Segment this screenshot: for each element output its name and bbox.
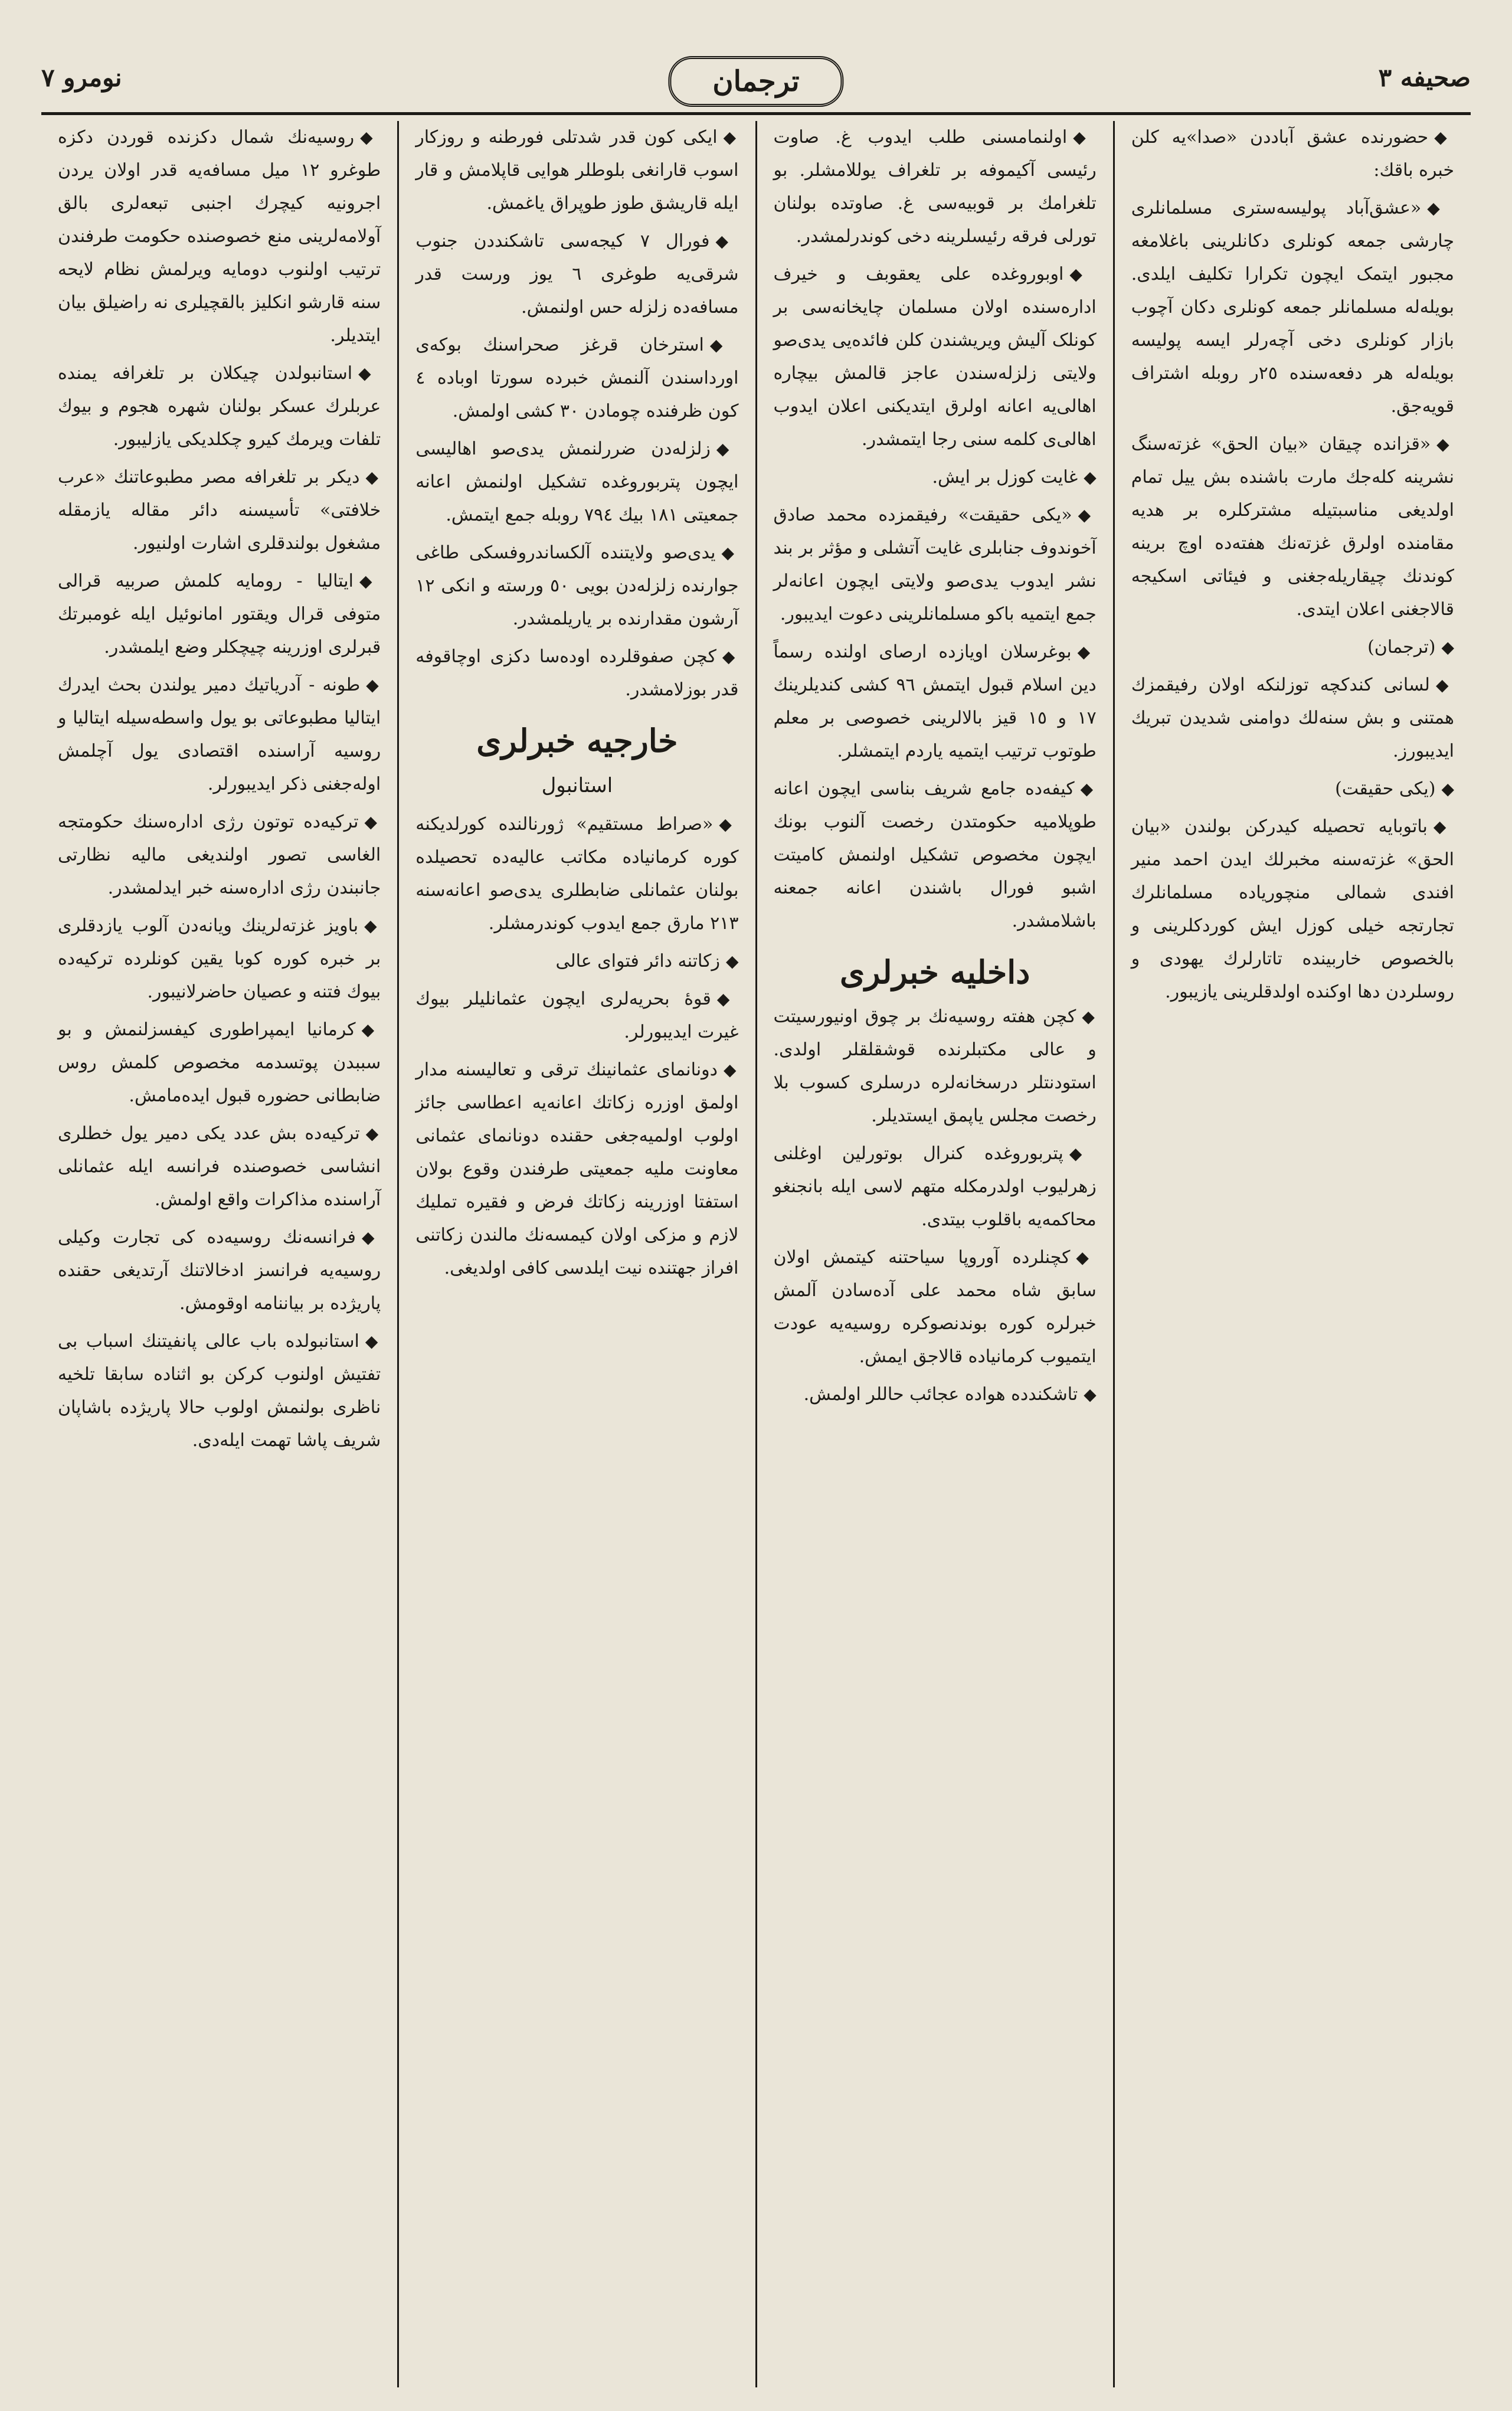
diamond-bullet-icon: ◆: [1441, 779, 1454, 799]
news-item: [774, 1241, 1097, 1373]
news-item: [58, 910, 381, 1009]
news-item: [58, 1117, 381, 1216]
news-item-text: ترکیه‌ده بش عدد یکی دمیر یول خطلری انشاسی خصوصنده فرانسه ایله عثمانلی آراسنده مذاکرات واقع اولمش.: [58, 1123, 381, 1210]
column-4: [41, 121, 397, 2387]
news-item-text: پتربوروغده کنرال بوتورلین اوغلنی زهرلیوب اولدرمکله متهم لاسی ایله بانجنغو محاکمه‌یه باقلوب بیتدی.: [773, 1143, 1097, 1230]
news-item-text: غایت کوزل بر ایش.: [932, 467, 1078, 488]
news-item: [774, 258, 1097, 456]
news-item: [58, 461, 381, 560]
news-item: [1131, 631, 1454, 664]
news-item-text: لسانی کندکچه توزلنکه اولان رفیقمزك همتنی و بش سنه‌لك دوامنی شدیدن تبریك ایدیبورز.: [1131, 675, 1454, 761]
diamond-bullet-icon: ◆: [359, 571, 381, 591]
news-item-text: اولنمامسنی طلب ایدوب غ. صاوت رئیسی آکیموفه بر تلغراف یوللامشلر. بو تلغرامك بر قوبیه‌سی غ. صاوتده بولنان تورلی فرقه رئیسلرینه دخی کوندرلمشدر.: [773, 127, 1097, 247]
column-2-items: [774, 121, 1097, 938]
diamond-bullet-icon: ◆: [364, 916, 381, 935]
diamond-bullet-icon: ◆: [715, 231, 739, 251]
diamond-bullet-icon: ◆: [721, 543, 739, 562]
news-item: [58, 357, 381, 456]
news-item: [774, 1137, 1097, 1236]
news-item: [58, 121, 381, 352]
news-item-text: یدی‌صو ولایتنده آلکساندروفسکی طاغی جوارنده زلزله‌دن بویی ٥٠ ورسته و انکی ١٢ آرشون مقدارنده بر یاریلمشدر.: [415, 542, 739, 629]
news-item: [415, 640, 738, 706]
diamond-bullet-icon: ◆: [716, 439, 739, 459]
section-title-domestic: داخلیه خبرلری: [839, 953, 1030, 991]
header-rule: [41, 112, 1471, 115]
diamond-bullet-icon: ◆: [1441, 637, 1454, 657]
diamond-bullet-icon: ◆: [1076, 1248, 1097, 1267]
news-item-text: حضورنده عشق آباددن «صدا»یه کلن خبره باقك:: [1131, 127, 1454, 181]
diamond-bullet-icon: ◆: [1069, 1144, 1097, 1163]
news-item: [774, 121, 1097, 253]
news-item-text: کچن صفوقلرده اوده‌سا دکزی اوچاقوفه قدر بوزلامشدر.: [415, 646, 739, 700]
news-item-text: تاشکندده هواده عجائب حاللر اولمش.: [803, 1384, 1078, 1405]
column-2-items-after: [774, 1000, 1097, 1411]
diamond-bullet-icon: ◆: [365, 467, 381, 487]
diamond-bullet-icon: ◆: [716, 989, 739, 1009]
news-item-text: قوهٔ بحریه‌لری ایچون عثمانلیلر بیوك غیرت ایدیبورلر.: [415, 989, 739, 1042]
diamond-bullet-icon: ◆: [1435, 675, 1454, 695]
news-item: [58, 669, 381, 801]
news-item: [58, 1013, 381, 1113]
news-item: [1131, 121, 1454, 187]
diamond-bullet-icon: ◆: [1433, 817, 1454, 836]
news-item: [415, 121, 738, 220]
news-item-text: زلزله‌دن ضررلنمش یدی‌صو اهالیسی ایچون پتربوروغده تشکیل اولنمش اعانه جمعیتی ١٨١ بیك ٧٩٤ روبله جمع ایتمش.: [415, 439, 739, 525]
diamond-bullet-icon: ◆: [1427, 198, 1454, 218]
diamond-bullet-icon: ◆: [1436, 434, 1454, 454]
column-3-items: [415, 121, 738, 706]
diamond-bullet-icon: ◆: [1077, 642, 1097, 662]
news-item-text: دیکر بر تلغرافه مصر مطبوعاتنك «عرب خلافتی» تأسیسنه دائر مقاله یازمقله مشغول بولندقلری اشارت اولنیور.: [58, 467, 381, 554]
diamond-bullet-icon: ◆: [360, 127, 381, 147]
news-item-text: «قزانده چیقان «بیان الحق» غزته‌سنگ نشرینه کله‌جك مارت باشنده بش ییل تمام اولدیغی مناسبتیله مشترکلره بر هدیه مقامنده اولرق غزته‌نك هفته‌ده اوچ برینه کوندنك چیقاریله‌جغنی و فیئاتی اسکیجه قالاجغنی اعلان ایتدی.: [1131, 434, 1454, 620]
news-item-text: اوبوروغده علی یعقوبف و خیرف اداره‌سنده اولان مسلمان چایخانه‌سی بر کونلک آلیش ویریشندن کلن فائده‌یی یدی‌صو ولایتی زلزله‌سندن عاجز قالمش بیچاره اهالی‌یه اعانه اولرق ایتدیکنی اعلان ایدوب اهالی‌ی کلمه سنی رجا ایتمشدر.: [773, 264, 1097, 450]
news-item-text: «صراط مستقیم» ژورنالنده کورلدیکنه کوره کرمانیاده مکاتب عالیه‌ده تحصیلده بولنان عثمانلی ضابطلری یدی‌صو اعانه‌سنه ٢١٣ مارق جمع ایدوب کوندرمشلر.: [415, 814, 739, 934]
news-item: [774, 461, 1097, 494]
masthead-title: ترجمان: [668, 56, 843, 107]
news-item-text: استانبولدن چیکلان بر تلغرافه یمنده عربلرك عسکر بولنان شهره هجوم و بیوك تلفات ویرمك کیرو چکلدیکی یازلیبور.: [58, 363, 381, 450]
news-item-text: ایتالیا - رومایه کلمش صربیه قرالی متوفی قرال ویقتور امانوئیل ایله غومبرتك قبرلری اوزرینه چیچکلر وضع ایلمشدر.: [58, 571, 381, 657]
section-title-foreign: خارجیه خبرلری: [476, 722, 678, 760]
issue-number: نومرو ٧: [41, 63, 122, 92]
news-item-text: فورال ٧ کیجه‌سی تاشکنددن جنوب شرقی‌یه طوغری ٦ یوز ورست قدر مسافه‌ده زلزله حس اولنمش.: [415, 231, 739, 318]
news-item: [774, 773, 1097, 938]
news-item-text: «یکی حقیقت» رفیقمزده محمد صادق آخوندوف جنابلری غایت آتشلی و مؤثر بر بند نشر ایدوب یدی‌صو ولایتی ایچون اعانه‌لر جمع ایتمیه باکو مسلمانلرینی دعوت ایدیبور.: [773, 505, 1097, 624]
news-item-text: (ترجمان): [1367, 637, 1436, 657]
news-item-text: استرخان قرغز صحراسنك بوکه‌ی اوردا‌سندن آلنمش خبرده سورتا اوباده ٤ کون ظرفنده چومادن ٣٠ کشی اولمش.: [415, 335, 739, 421]
news-item: [415, 808, 738, 940]
news-item: [58, 1325, 381, 1457]
diamond-bullet-icon: ◆: [725, 951, 739, 971]
news-item: [58, 1221, 381, 1320]
news-item: [1131, 428, 1454, 626]
page-header: [41, 56, 1471, 112]
news-item-text: دونانمای عثمانینك ترقی و تعالیسنه مدار اولمق اوزره زکاتك اعانه‌یه اعطاسی جائز اولوب اولمیه‌جغی حقنده دونانمای عثمانی معاونت ملیه جمعیتی طرفندن وقوع بولان استفتا اوزرینه زکاتك فرض و فقیره تملیك لازم و مزکی اولان کیمسه‌نك مالندن زکاتنی افراز جهتنده نیت ایلدسی کافی اولدیغی.: [415, 1059, 739, 1278]
diamond-bullet-icon: ◆: [719, 814, 739, 834]
news-item: [774, 1000, 1097, 1133]
news-item: [1131, 669, 1454, 768]
news-item-text: (یکی حقیقت): [1335, 778, 1436, 799]
news-item-text: کیفه‌ده جامع شریف بناسی ایچون اعانه طوپلامیه حکومتدن رخصت آلنوب بونك ایچون مخصوص تشکیل اولنمش کامیتت اشبو فورال باشندن اعانه جمعنه باشلامشدر.: [773, 778, 1097, 931]
diamond-bullet-icon: ◆: [1434, 127, 1454, 147]
diamond-bullet-icon: ◆: [723, 127, 739, 147]
news-item: [1131, 773, 1454, 806]
diamond-bullet-icon: ◆: [361, 1020, 381, 1039]
diamond-bullet-icon: ◆: [722, 647, 739, 666]
news-item: [58, 565, 381, 664]
news-item-text: استانبولده باب عالی پانفیتنك اسباب بی تفتیش اولنوب کرکن بو اثناده سابقا تلخیه ناظری بولنمش اولوب حالا پاریژده باشاپان شریف پاشا تهمت ایله‌دی.: [58, 1331, 381, 1451]
diamond-bullet-icon: ◆: [364, 812, 381, 832]
news-item-text: باویز غزته‌لرینك ویانه‌دن آلوب یازدقلری بر خبره کوره کوبا یقین کونلرده ترکیه‌ده بیوك فتنه و عصیان حاضرلانیبور.: [58, 915, 381, 1002]
diamond-bullet-icon: ◆: [365, 1332, 381, 1351]
diamond-bullet-icon: ◆: [709, 335, 739, 355]
news-item-text: روسیه‌نك شمال دکزنده قوردن دکزه طوغرو ١٢ میل مسافه‌یه قدر اولان یردن اجرونیه کیچرك اجنبی تبعه‌لری بالق آولامه‌لرینی منع خصوصنده حکومت طرفندن ترتیب اولنوب دومایه ویرلمش نظام لایحه سنه قارشو انکلیز بالقچیلری نه راضیلق بیان ایتدیلر.: [58, 127, 381, 346]
section-subtitle: استانبول: [541, 774, 613, 797]
diamond-bullet-icon: ◆: [366, 675, 381, 695]
news-item: [415, 1054, 738, 1285]
diamond-bullet-icon: ◆: [1069, 264, 1097, 284]
column-3-items-after: [415, 808, 738, 1285]
news-item: [415, 983, 738, 1049]
diamond-bullet-icon: ◆: [1073, 127, 1097, 147]
news-item-text: طونه - آدریاتیك دمیر یولندن بحث ایدرك ایتالیا مطبوعاتی بو یول واسطه‌سیله ایتالیا و روسیه آراسنده اقتصادی یول آچلمش اوله‌جغنی ذکر ایدیبورلر.: [58, 675, 381, 794]
news-item: [774, 499, 1097, 631]
news-item-text: کچنلرده آوروپا سیاحتنه کیتمش اولان سابق شاه محمد علی آده‌سادن آلمش خبرلره کوره بوندنصوکره روسیه‌یه عودت ایتمیوب کرمانیاده قالاجق ایمش.: [773, 1247, 1097, 1367]
news-item-text: کچن هفته روسیه‌نك بر چوق اونیورسیتت و عالی مکتبلرنده قوشقلقلر اولدی. استودنتلر درسخانه‌لره درسلری کسوب بلا رخصت مجلس یاپمق ایستدیلر.: [773, 1006, 1097, 1126]
news-item-text: ایکی کون قدر شدتلی فورطنه و روزکار اسوب قارانغی بلوطلر هوایی قاپلامش و قار ایله قاریشق طوز طوپراق یاغمش.: [415, 127, 739, 214]
news-item-text: باتوبایه تحصیله کیدرکن بولندن «بیان الحق» غزته‌سنه مخبرلك ایدن احمد منیر افندی شمالی منچوریاده مسلمانلرك تجارتجه خیلی کوزل ایش کوردکلرینی و بالخصوص خاربینده تاتارلرك یهودی و روسلردن دها اوکنده اولدقلرینی یازیبور.: [1131, 816, 1454, 1002]
news-item-text: زکاتنه دائر فتوای عالی: [555, 951, 720, 971]
news-item: [415, 329, 738, 428]
news-item: [58, 806, 381, 905]
diamond-bullet-icon: ◆: [1084, 467, 1097, 487]
news-item: [1131, 810, 1454, 1009]
column-2: [755, 121, 1113, 2387]
news-item-text: «عشق‌آباد پولیسه‌ستری مسلمانلری چارشی جمعه کونلری دکانلرینی باغلامغه مجبور ایتمک ایچون تکرارا تکلیف ایلدی. بویله‌له مسلمانلر جمعه کونلری دکان آچوب بازار کونلری دخی آچه‌رلر ایسه پولیسه بویله‌له هر دفعه‌سنده ٢٥ر روبله اشتراف قویه‌جق.: [1131, 198, 1454, 417]
diamond-bullet-icon: ◆: [723, 1060, 739, 1079]
news-item-text: بوغرسلان اویازده ارصای اولنده رسماً دین اسلام قبول ایتمش ٩٦ کشی کندیلرینك ١٧ و ١٥ قیز بالالرینی خصوصی بر معلم طوتوب ترتیب ایتمیه یاردم ایتمشلر.: [773, 642, 1097, 761]
news-item-text: کرمانیا ایمپراطوری کیفسزلنمش و بو سببدن پوتسدمه مخصوص کلمش روس ضابطانی حضوره قبول ایده‌مامش.: [58, 1019, 381, 1106]
diamond-bullet-icon: ◆: [1078, 505, 1097, 525]
diamond-bullet-icon: ◆: [1084, 1385, 1097, 1404]
news-item-text: ترکیه‌ده توتون رژی اداره‌سنك حکومتجه الغاسی تصور اولندیغی مالیه نظارتی جانبندن رژی اداره‌سنه خبر ایدلمشدر.: [58, 812, 381, 898]
column-3: [397, 121, 755, 2387]
diamond-bullet-icon: ◆: [1080, 779, 1097, 799]
diamond-bullet-icon: ◆: [1082, 1007, 1097, 1026]
news-item: [415, 536, 738, 636]
news-item: [415, 433, 738, 532]
diamond-bullet-icon: ◆: [365, 1124, 381, 1143]
diamond-bullet-icon: ◆: [358, 364, 381, 383]
news-item: [415, 945, 738, 978]
article-columns: [41, 121, 1471, 2387]
news-item-text: فرانسه‌نك روسیه‌ده کی تجارت وکیلی روسیه‌یه فرانسز ادخالاتنك آرتدیغی حقنده پاریژده بر بیاننامه اوقومش.: [58, 1227, 381, 1314]
news-item: [1131, 192, 1454, 423]
page-number: صحیفه ٣: [1378, 63, 1471, 92]
news-item: [415, 225, 738, 324]
diamond-bullet-icon: ◆: [361, 1228, 381, 1247]
news-item: [774, 1378, 1097, 1411]
column-1: [1113, 121, 1471, 2387]
news-item: [774, 636, 1097, 768]
